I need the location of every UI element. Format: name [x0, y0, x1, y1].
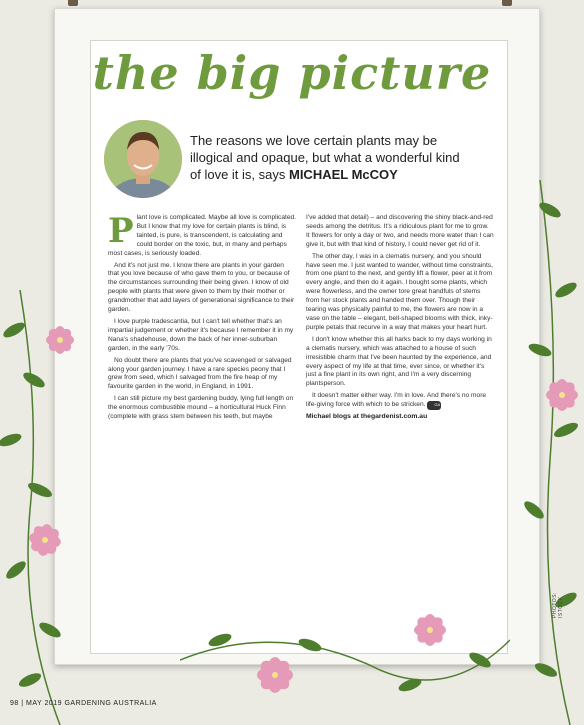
end-badge: GA	[427, 401, 441, 410]
frame-hanger-right	[502, 0, 512, 6]
paragraph: No doubt there are plants that you've scavenged or salvaged along your garden journey. I have a rare species peony that I grew from seed, which I salvaged from the fire heap of my favourite garden in the world, in England, in 1991.	[108, 356, 292, 391]
article-body	[108, 211, 494, 584]
paragraph: The other day, I was in a clematis nursery, and you should have seen me. I just wanted to wander, without time constraints, from one plant to the next, and gently lift a flower, peer at it from every angle, and then do it again. I bought some plants, which were flowerless, and the owner tore great handfuls of stems from her stock plants and handed them over. Though their tearing was physically painful to me, the flowers are now in a vase on the table – elegant, bell-shaped blooms with thick, inky-purple petals that recurve in a way that makes your heart hurt.	[306, 252, 493, 331]
page-title: the big picture	[92, 46, 492, 100]
author-photo	[104, 120, 182, 198]
paragraph	[108, 211, 297, 259]
page-footer: 98 | MAY 2019 GARDENING AUSTRALIA	[10, 700, 157, 707]
paragraph: I can still picture my best gardening buddy, lying full length on the enormous combustible mound – a horticultural Huck Finn (complete with grass stem between his teeth, but maybe	[108, 395, 294, 421]
paragraph-text: lant love is complicated. Maybe all love is complicated. But I know that my love for certain plants is blind, is tainted, is pure, is transcendent, is calculating and could border on the toxic, but, in many and perhaps most cases, is seriously loaded.	[108, 214, 297, 257]
paragraph: I don't know whether this all harks back to my days working in a clematis nursery, which was attached to a house of such irresistible charm that I've been haunted by the experience, and every aspect of my life at that time, ever since, or whether it's just a fine plant in its own right, and I'm a very discerning plantsperson.	[306, 335, 492, 388]
photo-credit: PHOTOS: ISTOCK	[552, 592, 564, 618]
standfirst-text: The reasons we love certain plants may be illogical and opaque, but what a wonderful kind of love it is, says	[190, 133, 460, 182]
paragraph: And it's not just me. I know there are plants in your garden that you love because of who gave them to you, or because of the circumstances surrounding their being given. I know of old people with plants that were given to them by their mother or grandmother that add layers of generational significance to their garden.	[108, 261, 295, 314]
drop-cap: P	[108, 211, 134, 251]
paragraph-text: It doesn't matter either way. I'm in love. And there's no more life-giving force with which to be stricken.	[306, 392, 487, 409]
clematis-bottom-icon	[180, 600, 510, 725]
author-name: MICHAEL McCOY	[288, 167, 398, 182]
standfirst	[190, 132, 470, 183]
column-right	[306, 214, 494, 584]
paragraph: I love purple tradescantia, but I can't tell whether that's an impartial judgement or whether it's because I remember it in my Nana's shadehouse, down the back of her inner-suburban garden, in the early '70s.	[108, 317, 294, 352]
frame-hanger-left	[68, 0, 78, 6]
paragraph	[306, 392, 494, 410]
author-blog-link[interactable]: Michael blogs at thegardenist.com.au	[306, 413, 428, 421]
column-left	[108, 211, 297, 584]
clematis-left-icon	[0, 290, 120, 725]
paragraph: I've added that detail) – and discovering the shiny black-and-red seeds among the detritus. It's a ridiculous plant for me to grow. It flowers for only a day or two, and needs more water than I can give it, but with that kind of history, I could never get rid of it.	[306, 214, 494, 248]
